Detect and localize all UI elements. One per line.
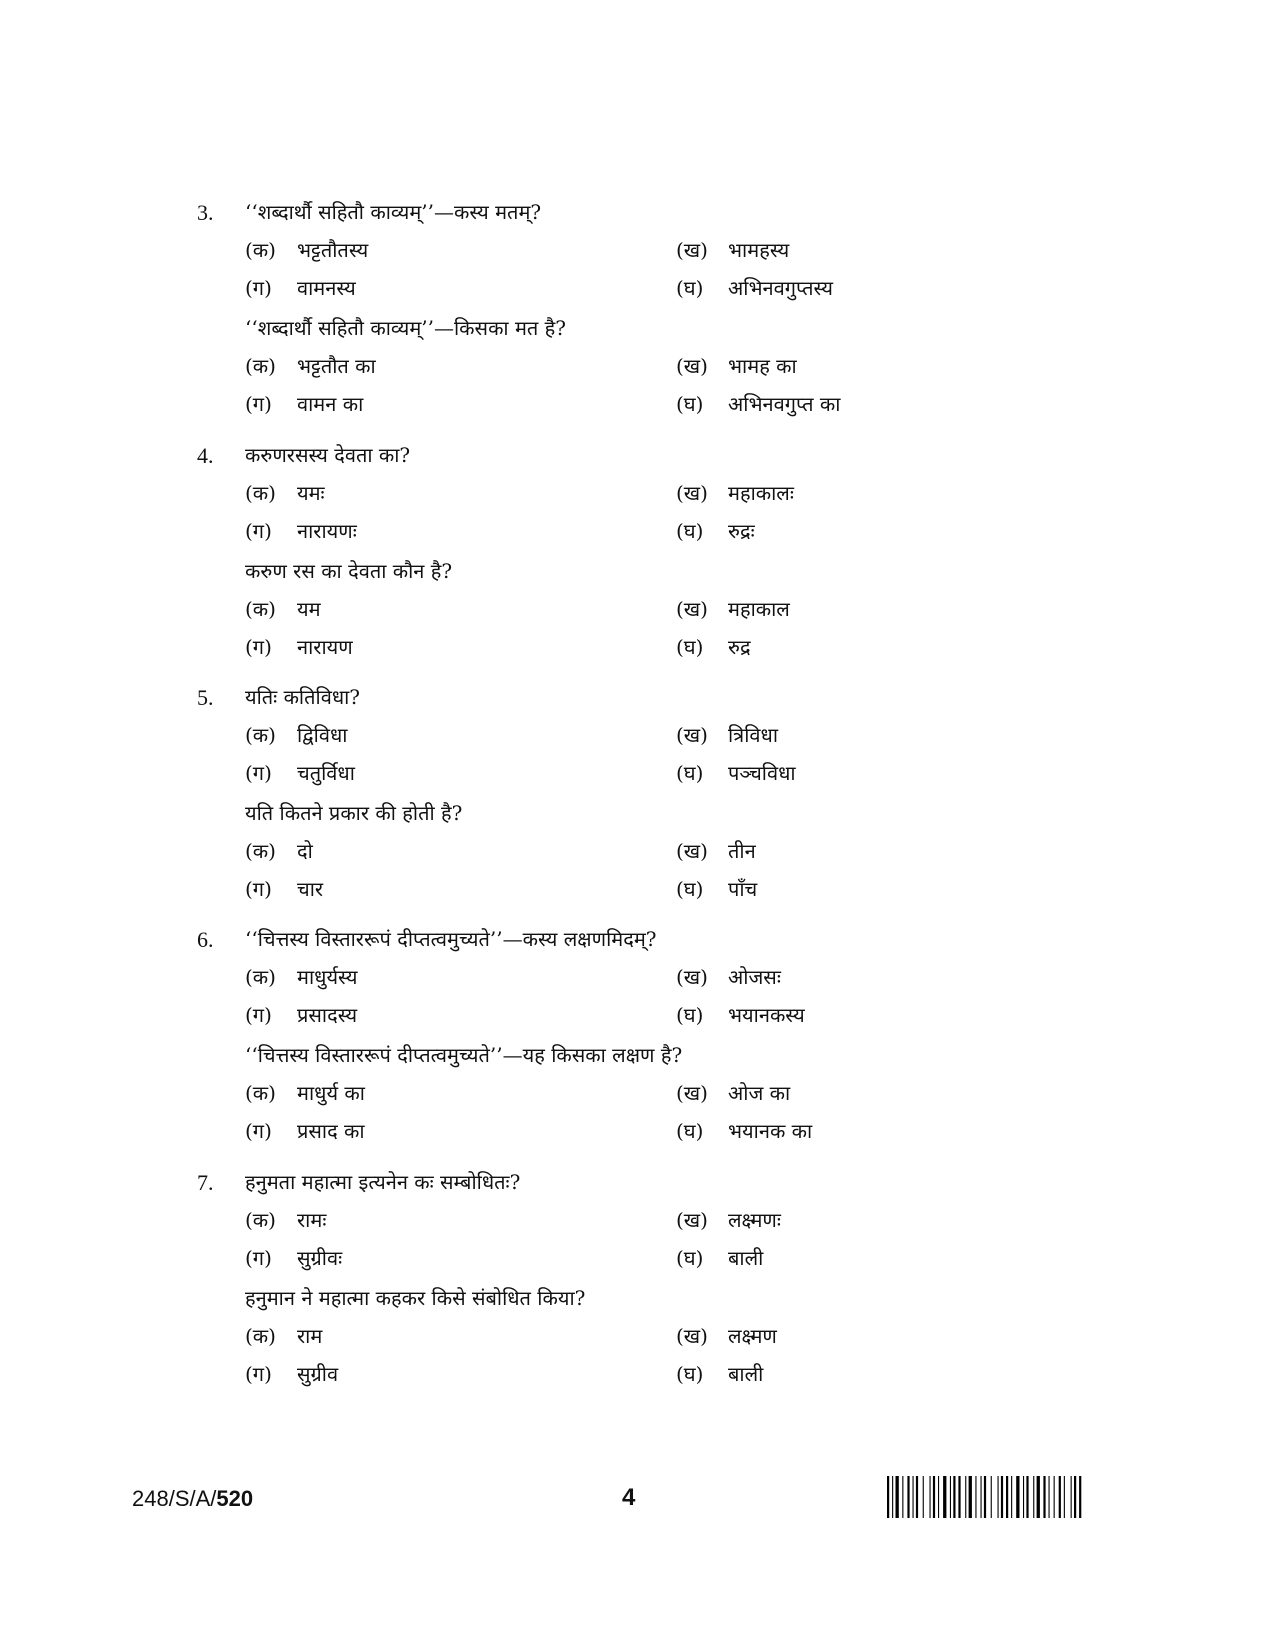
- option-label: (घ): [676, 519, 704, 543]
- option: [676, 1001, 805, 1028]
- barcode-bar: [1059, 1476, 1061, 1518]
- option-label: (ख): [676, 354, 708, 378]
- option-text: सुग्रीवः: [297, 1246, 343, 1270]
- option-text: नारायण: [297, 635, 353, 659]
- option-text: चार: [297, 877, 324, 901]
- question-number: 3.: [197, 200, 214, 225]
- option-text: रुद्र: [728, 635, 751, 659]
- option: [245, 1079, 365, 1106]
- option-text: माधुर्य का: [297, 1081, 365, 1105]
- option-text: भट्टतौत का: [297, 354, 376, 378]
- barcode-bar: [1079, 1476, 1081, 1518]
- barcode-bar: [1033, 1476, 1034, 1518]
- option-text: भयानक का: [728, 1119, 813, 1143]
- option-text: भामहस्य: [728, 238, 790, 262]
- option-label: (ग): [245, 1246, 272, 1270]
- paper-code-prefix: 248/S/A/: [132, 1486, 217, 1511]
- option: [676, 479, 794, 506]
- question-text-sanskrit: करुणरसस्य देवता का?: [245, 443, 411, 467]
- barcode-bar: [938, 1476, 939, 1518]
- barcode-bar: [975, 1476, 976, 1518]
- option: [245, 759, 355, 786]
- option: [676, 1079, 790, 1106]
- option: [245, 1117, 365, 1144]
- barcode-bar: [907, 1476, 909, 1518]
- question-text-sanskrit: ‘‘शब्दार्थौ सहितौ काव्यम्’’—कस्य मतम्?: [245, 200, 542, 224]
- option-label: (क): [245, 839, 276, 863]
- option-text: रुद्रः: [728, 519, 755, 543]
- barcode-bar: [943, 1476, 946, 1518]
- option-label: (क): [245, 965, 276, 989]
- option: [676, 721, 778, 748]
- barcode: [887, 1476, 1142, 1518]
- option-label: (ग): [245, 392, 272, 416]
- option: [245, 1001, 357, 1028]
- barcode-bar: [916, 1476, 918, 1518]
- barcode-bar: [1016, 1476, 1019, 1518]
- option: [676, 1117, 812, 1144]
- question-number: 5.: [197, 685, 214, 710]
- option-text: यमः: [297, 481, 325, 505]
- question-text-sanskrit: ‘‘चित्तस्य विस्ताररूपं दीप्तत्वमुच्यते’’—कस्य लक्षणमिदम्?: [245, 927, 657, 951]
- option-label: (ग): [245, 877, 272, 901]
- option-label: (ख): [676, 238, 708, 262]
- barcode-bar: [950, 1476, 951, 1518]
- barcode-bar: [896, 1476, 899, 1518]
- option-label: (घ): [676, 1246, 704, 1270]
- barcode-bar: [1049, 1476, 1050, 1518]
- option-label: (ख): [676, 1208, 708, 1232]
- option: [245, 1244, 342, 1271]
- option: [676, 595, 790, 622]
- option-text: अभिनवगुप्तस्य: [728, 276, 833, 300]
- option: [245, 633, 353, 660]
- barcode-bar: [933, 1476, 935, 1518]
- barcode-bar: [1011, 1476, 1012, 1518]
- option: [245, 837, 313, 864]
- option-label: (ख): [676, 1324, 708, 1348]
- option-label: (घ): [676, 1003, 704, 1027]
- option-label: (क): [245, 723, 276, 747]
- option-text: पञ्चविधा: [728, 761, 796, 785]
- question-text-hindi: करुण रस का देवता कौन है?: [245, 559, 453, 583]
- option: [676, 274, 833, 301]
- option-text: प्रसादस्य: [297, 1003, 358, 1027]
- paper-code: [132, 1486, 253, 1512]
- option-text: लक्ष्मण: [728, 1324, 777, 1348]
- option: [676, 963, 781, 990]
- barcode-bar: [930, 1476, 931, 1518]
- option: [245, 1322, 322, 1349]
- barcode-bar: [984, 1476, 986, 1518]
- option-text: अभिनवगुप्त का: [728, 392, 841, 416]
- option-text: लक्ष्मणः: [728, 1208, 781, 1232]
- option-label: (ख): [676, 1081, 708, 1105]
- option-text: चतुर्विधा: [297, 761, 355, 785]
- question-number: 4.: [197, 443, 214, 468]
- barcode-bar: [902, 1476, 903, 1518]
- barcode-bar: [1026, 1476, 1028, 1518]
- option: [676, 390, 840, 417]
- option-text: तीन: [728, 839, 756, 863]
- option-label: (ख): [676, 839, 708, 863]
- option: [245, 1206, 326, 1233]
- barcode-bar: [958, 1476, 960, 1518]
- page-number: 4: [622, 1484, 636, 1511]
- option: [676, 352, 797, 379]
- barcode-bar: [1006, 1476, 1008, 1518]
- question-text-sanskrit: हनुमता महात्मा इत्यनेन कः सम्बोधितः?: [245, 1170, 521, 1194]
- barcode-bar: [991, 1476, 992, 1518]
- barcode-bar: [1071, 1476, 1072, 1518]
- option: [245, 236, 368, 263]
- option-text: रामः: [297, 1208, 327, 1232]
- barcode-bar: [981, 1476, 982, 1518]
- barcode-bar: [1043, 1476, 1045, 1518]
- option-label: (क): [245, 1081, 276, 1105]
- barcode-bar: [892, 1476, 893, 1518]
- option: [245, 721, 347, 748]
- question-number: 6.: [197, 927, 214, 952]
- option: [676, 633, 751, 660]
- question-number: 7.: [197, 1170, 214, 1195]
- option-label: (क): [245, 238, 276, 262]
- barcode-bar: [923, 1476, 924, 1518]
- option: [676, 517, 755, 544]
- question-text-hindi: यति कितने प्रकार की होती है?: [245, 801, 463, 825]
- question-text-sanskrit: यतिः कतिविधा?: [245, 685, 361, 709]
- option: [676, 236, 789, 263]
- option: [676, 1206, 781, 1233]
- question-text-hindi: ‘‘शब्दार्थौ सहितौ काव्यम्’’—किसका मत है?: [245, 316, 567, 340]
- option-label: (ग): [245, 635, 272, 659]
- option-text: ओज का: [728, 1081, 791, 1105]
- option: [676, 759, 796, 786]
- option-text: माधुर्यस्य: [297, 965, 358, 989]
- option-text: वामन का: [297, 392, 364, 416]
- option-text: वामनस्य: [297, 276, 356, 300]
- option-label: (घ): [676, 392, 704, 416]
- question-text-hindi: ‘‘चित्तस्य विस्ताररूपं दीप्तत्वमुच्यते’’—यह किसका लक्षण है?: [245, 1043, 683, 1067]
- option-label: (घ): [676, 1362, 704, 1386]
- barcode-bar: [965, 1476, 966, 1518]
- option-text: बाली: [728, 1362, 764, 1386]
- barcode-bar: [913, 1476, 914, 1518]
- option-text: महाकाल: [728, 597, 790, 621]
- option: [245, 479, 325, 506]
- option-text: पाँच: [728, 877, 758, 901]
- option-label: (घ): [676, 1119, 704, 1143]
- option-label: (क): [245, 1324, 276, 1348]
- barcode-bar: [1054, 1476, 1055, 1518]
- option-text: भामह का: [728, 354, 797, 378]
- option-label: (ग): [245, 1119, 272, 1143]
- option: [245, 517, 357, 544]
- option-label: (क): [245, 1208, 276, 1232]
- option-label: (ग): [245, 761, 272, 785]
- option-label: (क): [245, 481, 276, 505]
- option-label: (ग): [245, 276, 272, 300]
- option-text: त्रिविधा: [728, 723, 778, 747]
- option-text: भट्टतौतस्य: [297, 238, 369, 262]
- paper-code-number: 520: [216, 1486, 254, 1511]
- option-label: (ग): [245, 519, 272, 543]
- option: [676, 1322, 777, 1349]
- option-label: (घ): [676, 877, 704, 901]
- option-label: (घ): [676, 276, 704, 300]
- option-label: (क): [245, 354, 276, 378]
- option-text: यम: [297, 597, 321, 621]
- option-text: दो: [297, 839, 313, 863]
- option: [245, 595, 321, 622]
- option-label: (घ): [676, 635, 704, 659]
- option-text: भयानकस्य: [728, 1003, 805, 1027]
- option: [245, 875, 323, 902]
- barcode-bar: [1064, 1476, 1065, 1518]
- option-text: ओजसः: [728, 965, 781, 989]
- option-label: (ख): [676, 965, 708, 989]
- barcode-bar: [953, 1476, 955, 1518]
- barcode-bar: [887, 1476, 889, 1518]
- question-text-hindi: हनुमान ने महात्मा कहकर किसे संबोधित किया?: [245, 1286, 586, 1310]
- option-label: (क): [245, 597, 276, 621]
- option: [676, 1244, 763, 1271]
- option-text: महाकालः: [728, 481, 794, 505]
- option-label: (ख): [676, 481, 708, 505]
- barcode-bar: [998, 1476, 999, 1518]
- option-text: प्रसाद का: [297, 1119, 365, 1143]
- option: [245, 963, 357, 990]
- option: [245, 274, 356, 301]
- option-text: राम: [297, 1324, 323, 1348]
- barcode-bar: [1023, 1476, 1024, 1518]
- option-text: सुग्रीव: [297, 1362, 339, 1386]
- option: [676, 1360, 763, 1387]
- option: [245, 1360, 338, 1387]
- option: [676, 875, 757, 902]
- option: [245, 390, 363, 417]
- option-label: (घ): [676, 761, 704, 785]
- option-label: (ख): [676, 597, 708, 621]
- option-text: नारायणः: [297, 519, 357, 543]
- option: [245, 352, 376, 379]
- barcode-bar: [1074, 1476, 1076, 1518]
- option-label: (ग): [245, 1362, 272, 1386]
- barcode-bar: [1001, 1476, 1003, 1518]
- option-label: (ख): [676, 723, 708, 747]
- option: [676, 837, 756, 864]
- barcode-bar: [1037, 1476, 1040, 1518]
- option-text: द्विविधा: [297, 723, 348, 747]
- option-text: बाली: [728, 1246, 764, 1270]
- barcode-bar: [969, 1476, 972, 1518]
- option-label: (ग): [245, 1003, 272, 1027]
